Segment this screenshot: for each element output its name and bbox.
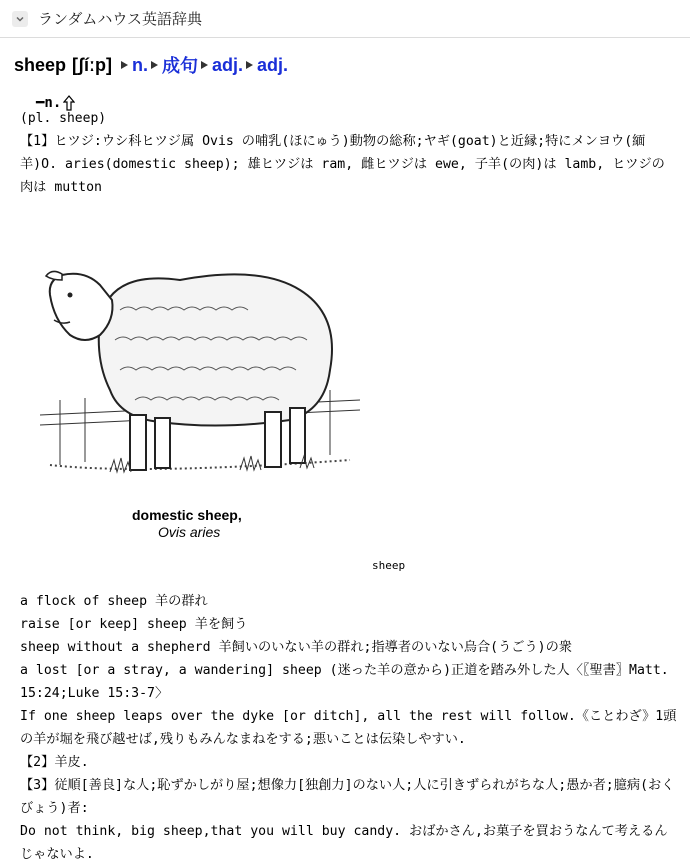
definition-2: 【2】羊皮. <box>20 755 89 770</box>
pos-link-adj-2[interactable]: adj. <box>257 54 289 75</box>
image-label: sheep <box>372 559 406 572</box>
chevron-down-icon <box>15 14 25 24</box>
example-definition-3: Do not think, big sheep,that you will buy candy. おばかさん,お菓子を買おうなんて考えるんじゃないよ. <box>20 824 668 862</box>
figure-caption-latin: Ovis aries <box>158 524 221 540</box>
headword-line <box>14 52 288 78</box>
dictionary-header <box>0 0 690 38</box>
triangle-right-icon <box>245 60 254 70</box>
example-1: a flock of sheep 羊の群れ <box>20 594 208 609</box>
example-4: a lost [or a stray, a wandering] sheep (迷った羊の意から)正道を踏み外した人〈〖聖書〗Matt. 15:24;Luke 15:3-7〉 <box>20 663 669 701</box>
figure-caption: domestic sheep, <box>132 507 242 523</box>
definition-1: 【1】ヒツジ:ウシ科ヒツジ属 Ovis の哺乳(ほにゅう)動物の総称;ヤギ(goat)と近縁;特にメンヨウ(緬羊)O. aries(domestic sheep); 雄ヒツジは ram, 雌ヒツジは ewe, 子羊(の肉)は lamb, ヒツジの肉は mutton <box>20 134 665 195</box>
pos-link-noun[interactable]: n. <box>132 54 149 75</box>
plural-form: (pl. sheep) <box>20 111 107 126</box>
dictionary-name: ランダムハウス英語辞典 <box>38 10 202 28</box>
pos-nav <box>118 52 288 78</box>
pronunciation: [ʃíːp] <box>72 54 113 75</box>
definition-3: 【3】従順[善良]な人;恥ずかしがり屋;想像力[独創力]のない人;人に引きずられがちな人;愚か者;臆病(おくびょう)者: <box>20 778 675 816</box>
collapse-button[interactable] <box>12 11 28 27</box>
example-5: If one sheep leaps over the dyke [or ditch], all the rest will follow.《ことわざ》1頭の羊が堀を飛び越せば,残りもみんなまねをする;悪いことは伝染しやすい. <box>20 709 677 747</box>
pos-link-idioms[interactable]: 成句 <box>162 56 199 76</box>
example-2: raise [or keep] sheep 羊を飼う <box>20 617 248 632</box>
triangle-right-icon <box>150 60 159 70</box>
example-3: sheep without a shepherd 羊飼いのいない羊の群れ;指導者のいない烏合(うごう)の衆 <box>20 640 572 655</box>
triangle-right-icon <box>200 60 209 70</box>
headword: sheep <box>14 54 67 75</box>
triangle-right-icon <box>120 60 129 70</box>
sheep-illustration <box>40 250 360 550</box>
pos-marker-label: ━n. <box>36 95 62 111</box>
pos-link-adj-1[interactable]: adj. <box>212 54 244 75</box>
